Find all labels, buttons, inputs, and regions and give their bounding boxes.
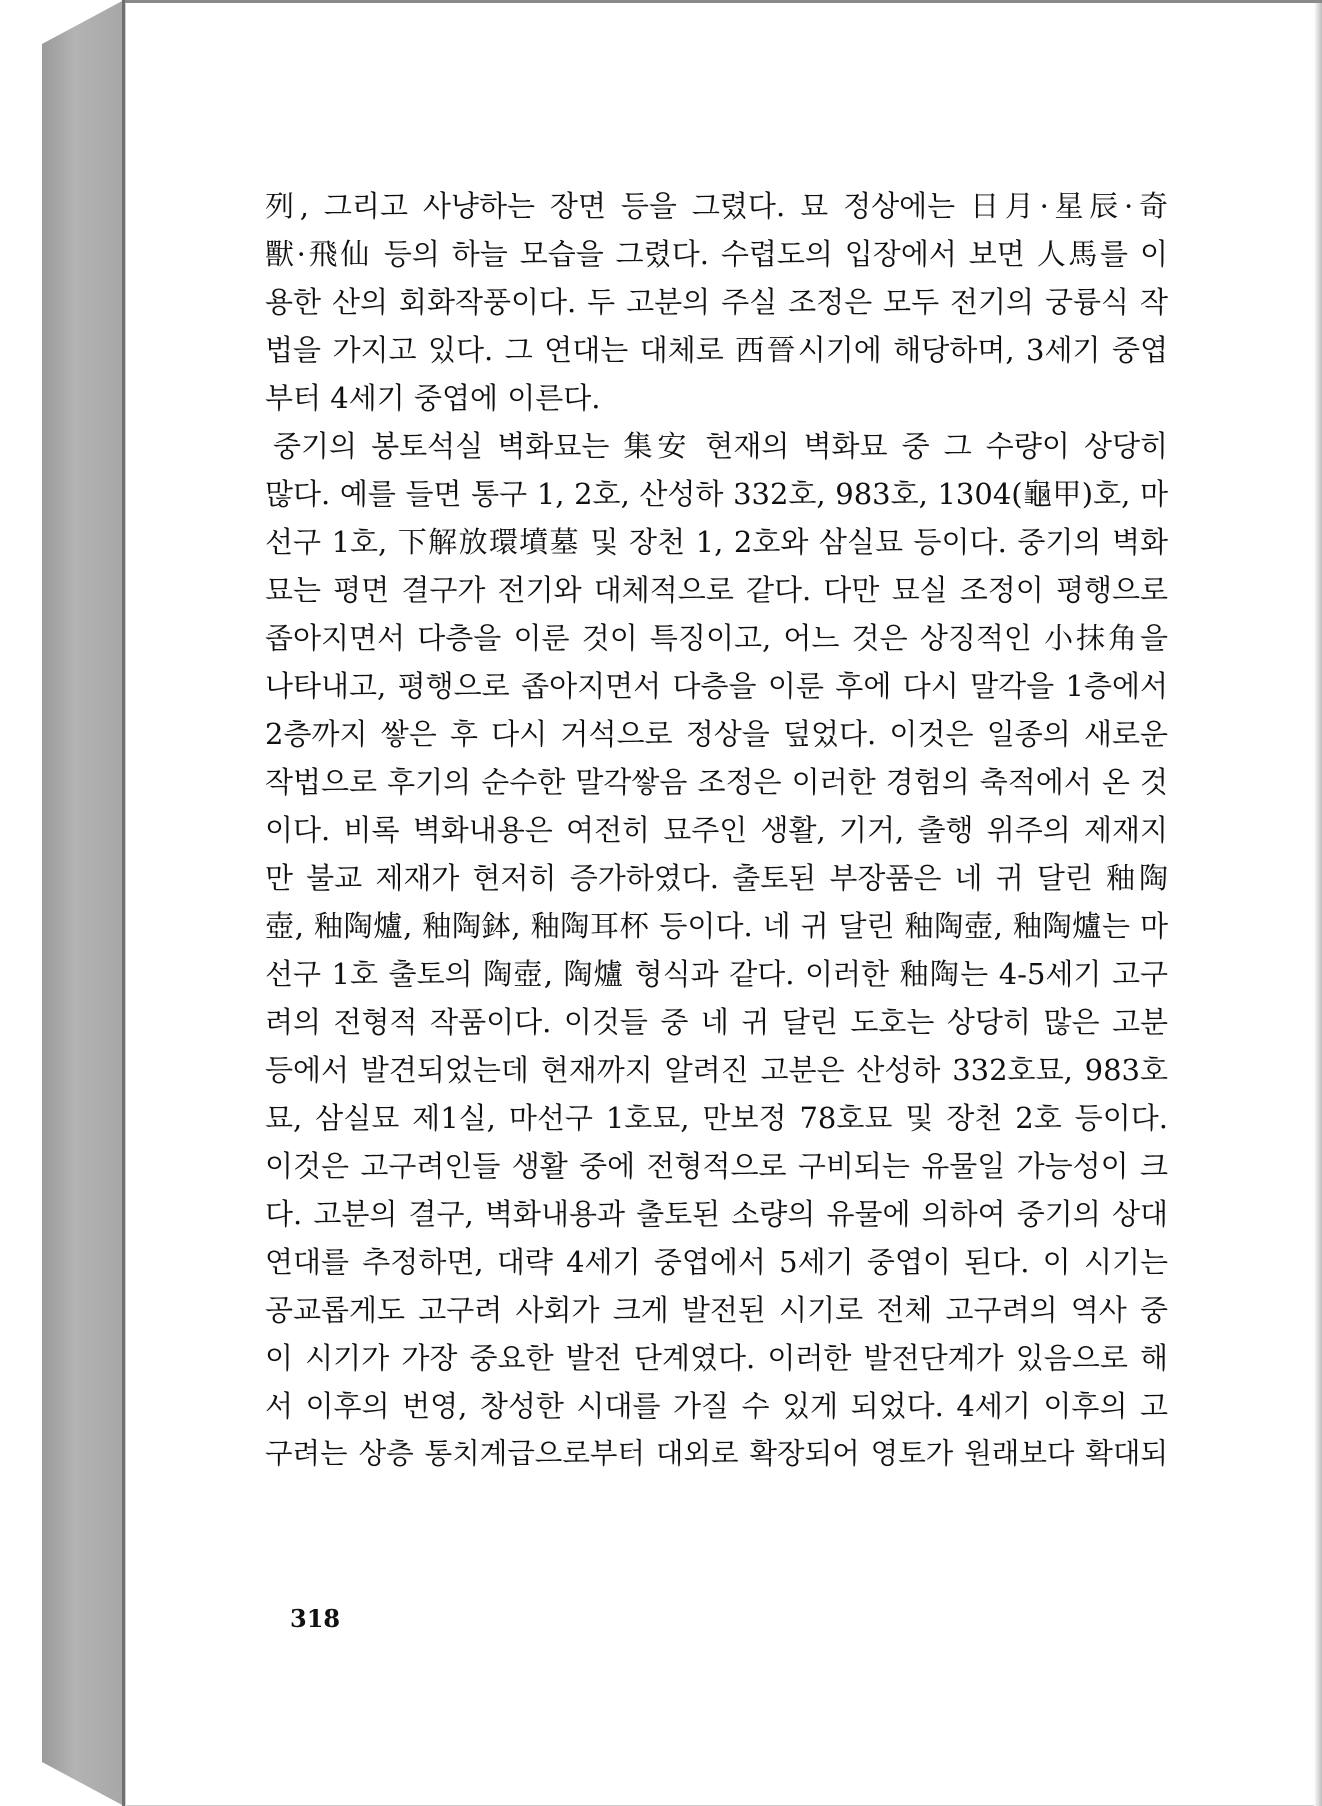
text-line: 려의 전형적 작품이다. 이것들 중 네 귀 달린 도호는 상당히 많은 고분: [265, 1005, 1168, 1039]
page-edge-shadow: [1314, 0, 1322, 1806]
text-line: 이 시기가 가장 중요한 발전 단계였다. 이러한 발전단계가 있음으로 해: [265, 1341, 1168, 1375]
page-number: 318: [290, 1604, 341, 1633]
text-line: 서 이후의 번영, 창성한 시대를 가질 수 있게 되었다. 4세기 이후의 고: [265, 1389, 1168, 1423]
text-line: 2층까지 쌓은 후 다시 거석으로 정상을 덮었다. 이것은 일종의 새로운: [265, 717, 1168, 751]
text-line: 선구 1호 출토의 陶壺, 陶爐 형식과 같다. 이러한 釉陶는 4-5세기 고구: [265, 957, 1168, 991]
text-line: 나타내고, 평행으로 좁아지면서 다층을 이룬 후에 다시 말각을 1층에서: [265, 669, 1168, 703]
text-line: 묘, 삼실묘 제1실, 마선구 1호묘, 만보정 78호묘 및 장천 2호 등이다.: [265, 1101, 1168, 1135]
text-line: 작법으로 후기의 순수한 말각쌓음 조정은 이러한 경험의 축적에서 온 것: [265, 765, 1168, 799]
book-spine: [42, 0, 124, 1806]
text-line: 列, 그리고 사냥하는 장면 등을 그렸다. 묘 정상에는 日月·星辰·奇: [265, 189, 1168, 223]
text-line: 중기의 봉토석실 벽화묘는 集安 현재의 벽화묘 중 그 수량이 상당히: [273, 429, 1168, 463]
text-line: 많다. 예를 들면 통구 1, 2호, 산성하 332호, 983호, 1304(龜甲)호, 마: [265, 477, 1168, 511]
text-line: 구려는 상층 통치계급으로부터 대외로 확장되어 영토가 원래보다 확대되: [265, 1437, 1168, 1470]
text-line: 등에서 발견되었는데 현재까지 알려진 고분은 산성하 332호묘, 983호: [265, 1053, 1168, 1087]
text-line: 다. 고분의 결구, 벽화내용과 출토된 소량의 유물에 의하여 중기의 상대: [265, 1197, 1168, 1231]
text-line: 좁아지면서 다층을 이룬 것이 특징이고, 어느 것은 상징적인 小抹角을: [265, 621, 1168, 655]
text-line: 부터 4세기 중엽에 이른다.: [265, 381, 601, 415]
text-line: 용한 산의 회화작풍이다. 두 고분의 주실 조정은 모두 전기의 궁륭식 작: [265, 285, 1168, 319]
text-line: 공교롭게도 고구려 사회가 크게 발전된 시기로 전체 고구려의 역사 중: [265, 1293, 1168, 1327]
page-top-rim: [125, 0, 1322, 3]
text-line: 獸·飛仙 등의 하늘 모습을 그렸다. 수렵도의 입장에서 보면 人馬를 이: [265, 237, 1168, 271]
text-line: 법을 가지고 있다. 그 연대는 대체로 西晉시기에 해당하며, 3세기 중엽: [265, 333, 1168, 367]
text-line: 묘는 평면 결구가 전기와 대체적으로 같다. 다만 묘실 조정이 평행으로: [265, 573, 1168, 607]
text-line: 연대를 추정하면, 대략 4세기 중엽에서 5세기 중엽이 된다. 이 시기는: [265, 1245, 1168, 1279]
text-line: 만 불교 제재가 현저히 증가하였다. 출토된 부장품은 네 귀 달린 釉陶: [265, 861, 1168, 895]
text-line: 이것은 고구려인들 생활 중에 전형적으로 구비되는 유물일 가능성이 크: [265, 1149, 1168, 1183]
body-text: [265, 182, 1168, 1478]
text-line: 선구 1호, 下解放環墳墓 및 장천 1, 2호와 삼실묘 등이다. 중기의 벽화: [265, 525, 1168, 559]
text-line: 이다. 비록 벽화내용은 여전히 묘주인 생활, 기거, 출행 위주의 제재지: [265, 813, 1168, 847]
text-line: 壺, 釉陶爐, 釉陶鉢, 釉陶耳杯 등이다. 네 귀 달린 釉陶壺, 釉陶爐는 마: [265, 909, 1168, 943]
